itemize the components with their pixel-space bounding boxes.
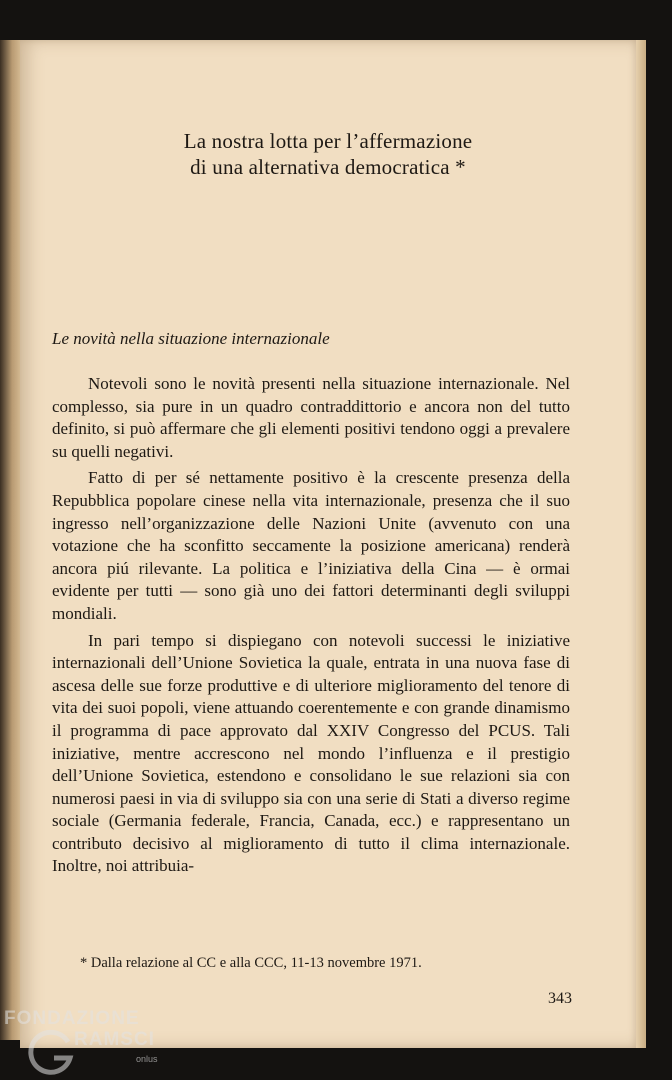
watermark-text-fondazione: FONDAZIONE (4, 1008, 140, 1029)
chapter-title (20, 128, 636, 180)
paragraph: Notevoli sono le novità presenti nella situazione internazionale. Nel complesso, sia pure in un quadro contraddittorio e ancora non del tutto definito, si può affermare che gli elementi positivi tendono oggi a prevalere su quelli negativi. (52, 374, 570, 461)
page-edge (636, 40, 646, 1048)
watermark-text-gramsci: RAMSCI (74, 1029, 155, 1050)
paragraph: In pari tempo si dispiegano con notevoli successi le iniziative internazionali dell’Unione Sovietica la quale, entrata in una nuova fase di ascesa delle sue forze produttive e di ulteriore miglioramento del tenore di vita dei suoi popoli, viene attuando coerentemente e con grande dinamismo il programma di pace approvato dal XXIV Congresso del PCUS. Tali iniziative, mentre accrescono nel mondo l’influenza e il prestigio dell’Unione Sovietica, estendono e consolidano le sue relazioni sia con numerosi paesi in via di sviluppo sia con una serie di Stati a diverso regime sociale (Germania federale, Francia, Canada, ecc.) e rappresentano un contributo decisivo al miglioramento di tutto il clima internazionale. Inoltre, noi attribuia- (52, 630, 570, 876)
footnote: * Dalla relazione al CC e alla CCC, 11-13 novembre 1971. (80, 955, 422, 971)
page-number: 343 (548, 990, 572, 1007)
paragraph: Fatto di per sé nettamente positivo è la crescente presenza della Repubblica popolare cinese nella vita internazionale, presenza che il suo ingresso nell’organizzazione delle Nazioni Unite (avvenuto con una votazione che ha sconfitto seccamente la posizione americana) renderà ancora piú rilevante. La politica e l’iniziativa della Cina — è ormai evidente per tutti — sono già uno dei fattori determinanti degli sviluppi mondiali. (52, 468, 570, 623)
section-heading: Le novità nella situazione internazionale (52, 329, 330, 348)
book-spine (0, 40, 22, 1040)
chapter-title-line-2: di una alternativa democratica * (190, 155, 466, 179)
chapter-title-line-1: La nostra lotta per l’affermazione (183, 129, 473, 153)
watermark-logo-icon (28, 1028, 76, 1076)
watermark (0, 1002, 180, 1080)
watermark-text-onlus: onlus (136, 1054, 158, 1064)
book-page (20, 40, 636, 1048)
body-text (52, 373, 570, 882)
